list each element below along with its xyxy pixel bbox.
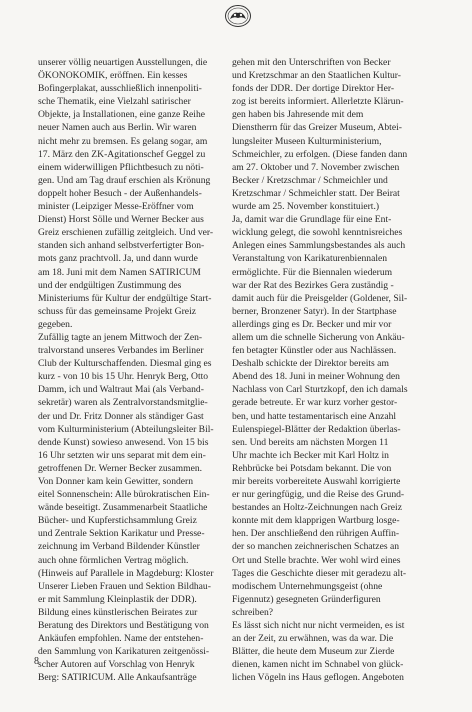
text-line: Ankäufen empfohlen. Name der entstehen- xyxy=(38,633,204,645)
text-line: war der Rat des Bezirkes Gera zuständig - xyxy=(232,279,394,291)
text-line: Kretzschmar / Schmeichler statt. Der Beirat xyxy=(232,187,400,199)
text-line: Veranstaltung von Karikaturenbiennalen xyxy=(232,253,388,265)
text-line: wurde am 25. November konstituiert.) xyxy=(232,201,380,213)
text-line: fen betagter Künstler oder aus Nachlässen. xyxy=(232,345,397,357)
text-line: allerdings ging es Dr. Becker und mir vor xyxy=(232,318,392,330)
text-line: Objekte, ja Installationen, eine ganze Reihe xyxy=(38,109,206,121)
text-line: Ja, damit war die Grundlage für eine Ent- xyxy=(232,214,392,226)
text-line: Schmeichler, zu erfolgen. (Diese fanden dann xyxy=(232,148,408,160)
text-line: und Kretzschmar an den Staatlichen Kultur- xyxy=(232,70,401,82)
text-line: lichen Vögeln ins Haus geflogen. Angeboten xyxy=(232,672,404,684)
text-line: berner, Bronzener Satyr). In der Startphase xyxy=(232,305,397,317)
text-line: einem widerwilligen Pflichtbesuch zu nöti- xyxy=(38,161,204,173)
text-line: Rehbrücke bei Potsdam bekannt. Die von xyxy=(232,462,392,474)
text-line: Bildung eines künstlerischen Beirates zur xyxy=(38,606,198,618)
text-line: und Zentrale Sektion Karikatur und Presse- xyxy=(38,528,205,540)
text-line: scher Autoren auf Vorschlag von Henryk xyxy=(38,659,195,671)
text-line: Anlegen eines Sammlungsbestandes als auch xyxy=(232,240,406,252)
text-line: Club der Kulturschaffenden. Diesmal ging es xyxy=(38,358,212,370)
text-line: unserer völlig neuartigen Ausstellungen, die xyxy=(38,57,208,68)
text-line: Es lässt sich nicht nur nicht vermeiden, es ist xyxy=(232,620,405,632)
text-line: sekretär) waren als Zentralvorstandsmitglie- xyxy=(38,397,208,409)
text-line: mir bereits vorbereitete Auswahl korrigierte xyxy=(232,476,401,487)
text-line: Becker / Kretzschmar / Schmeichler und xyxy=(232,174,388,186)
text-line: schreiben? xyxy=(232,606,274,618)
text-line: er mit Sammlung Kleinplastik der DDR). xyxy=(38,593,197,605)
text-line: Uhr machte ich Becker mit Karl Holtz in xyxy=(232,449,389,461)
text-line: dende Kunst) sowieso anwesend. Von 15 bis xyxy=(38,436,209,448)
text-line: konnte mit dem klapprigen Wartburg losge- xyxy=(232,515,400,527)
text-line: Bücher- und Kupferstichsammlung Greiz xyxy=(38,515,197,527)
text-line: eitel Sonnenschein: Alle bürokratischen Ein- xyxy=(38,489,210,501)
text-line: Abend des 18. Juni in meiner Wohnung den xyxy=(232,371,400,383)
text-line: an der Zeit, zu erwähnen, was da war. Die xyxy=(232,633,394,645)
text-line: nicht mehr zu bremsen. Es gelang sogar, am xyxy=(38,135,208,147)
text-line: Dienstherrn für das Greizer Museum, Abtei- xyxy=(232,122,402,134)
text-line: doppelt hoher Besuch - der Außenhandels- xyxy=(38,187,202,199)
text-line: gen. Und am Tag drauf erschien als Krönung xyxy=(38,174,211,186)
text-line: Zufällig tagte an jenem Mittwoch der Zen- xyxy=(38,331,203,343)
text-line: Blätter, die heute dem Museum zur Zierde xyxy=(232,646,395,658)
right-text-column xyxy=(232,56,416,685)
text-line: 16 Uhr setzten wir uns separat mit dem ein- xyxy=(38,449,206,461)
text-line: 17. März den ZK-Agitationschef Geggel zu xyxy=(38,148,206,160)
text-line: getroffenen Dr. Werner Becker zusammen. xyxy=(38,462,203,474)
text-line: Tages die Geschichte dieser mit geradezu alt- xyxy=(232,567,407,579)
text-line: kurz - von 10 bis 15 Uhr. Henryk Berg, Otto xyxy=(38,371,209,383)
text-line: auch ohne förmlichen Vertrag möglich. xyxy=(38,554,189,566)
text-line: und der endgültigen Zustimmung des xyxy=(38,279,182,291)
text-line: am 18. Juni mit dem Namen SATIRICUM xyxy=(38,266,201,278)
text-line: neuer Namen auch aus Berlin. Wir waren xyxy=(38,122,197,134)
text-line: gehen mit den Unterschriften von Becker xyxy=(232,57,391,68)
text-line: er nur geringfügig, und die Reise des Grund- xyxy=(232,489,405,501)
text-line: am 27. Oktober und 7. November zwischen xyxy=(232,161,400,173)
text-line: Bofingerplakat, ausschließlich innenpoliti- xyxy=(38,83,202,95)
text-line: minister (Leipziger Messe-Eröffner vom xyxy=(38,201,194,213)
text-line: schuss für das gemeinsame Projekt Greiz xyxy=(38,305,196,317)
text-line: vom Kulturministerium (Abteilungsleiter Bil- xyxy=(38,423,214,435)
text-line: mots ganz prachtvoll. Ja, und dann wurde xyxy=(38,253,198,265)
text-line: Unserer Lieben Frauen und Sektion Bildhau- xyxy=(38,580,211,592)
text-line: zeichnung im Verband Bildender Künstler xyxy=(38,541,200,553)
text-line: der und Dr. Fritz Donner als ständiger Gast xyxy=(38,410,204,422)
text-line: bestandes an Holtz-Zeichnungen nach Greiz xyxy=(232,502,402,514)
text-line: allem um die schnelle Sicherung von Ankäu- xyxy=(232,331,405,343)
text-line: damit auch für die Preisgelder (Goldener, Sil- xyxy=(232,292,408,304)
text-line: Dienst) Horst Sölle und Werner Becker aus xyxy=(38,214,204,226)
text-line: modischem Unternehmungsgeist (ohne xyxy=(232,580,383,592)
text-line: ermöglichte. Für die Biennalen wiederum xyxy=(232,266,393,278)
text-line: gerade betreute. Er war kurz vorher gestor- xyxy=(232,397,398,409)
text-line: sen. Und bereits am nächsten Morgen 11 xyxy=(232,436,389,448)
eulenspiegel-emblem-icon xyxy=(224,4,252,28)
text-line: ÖKONOKOMIK, eröffnen. Ein kesses xyxy=(38,70,188,82)
text-line: (Hinweis auf Parallele in Magdeburg: Kloster xyxy=(38,567,214,579)
text-line: lungsleiter Museen Kulturministerium, xyxy=(232,135,382,147)
text-line: gegeben. xyxy=(38,318,73,330)
text-line: Berg: SATIRICUM. Alle Ankaufsanträge xyxy=(38,672,197,684)
text-line: wicklung gelegt, die sowohl kenntnisreiches xyxy=(232,227,403,239)
text-line: Eulenspiegel-Blätter der Redaktion überlas- xyxy=(232,423,401,435)
text-line: Nachlass von Carl Sturtzkopf, den ich damals xyxy=(232,384,408,396)
text-line: ben, und hatte testamentarisch eine Anzahl xyxy=(232,410,397,422)
text-line: standen sich anhand selbstverfertigter Bon- xyxy=(38,240,205,252)
text-line: dienen, kamen nicht im Schnabel von glück- xyxy=(232,659,404,671)
text-line: tralvorstand unseres Verbandes im Berliner xyxy=(38,345,204,357)
text-line: Ort und Stelle brachte. Wer wohl wird eines xyxy=(232,554,401,566)
text-line: Deshalb schickte der Direktor bereits am xyxy=(232,358,389,370)
text-line: gen haben bis Jahresende mit dem xyxy=(232,109,364,121)
text-line: hen. Der anschließend den rührigen Auffin- xyxy=(232,528,400,540)
text-line: wände beseitigt. Zusammenarbeit Staatliche xyxy=(38,502,208,514)
text-line: Figennutz) gesegneten Gründerfiguren xyxy=(232,593,381,605)
text-line: Beratung des Direktors und Bestätigung von xyxy=(38,620,209,632)
text-line: sche Thematik, eine Vielzahl satirischer xyxy=(38,96,191,108)
text-line: den Sammlung von Karikaturen zeitgenössi- xyxy=(38,646,210,658)
text-line: Damm, ich und Waltraut Mai (als Verband- xyxy=(38,384,204,396)
page-number: 8 xyxy=(34,656,39,667)
left-text-column xyxy=(38,56,222,685)
text-line: der so manchen zeichnerischen Schatzes an xyxy=(232,541,400,553)
text-line: Ministeriums für Kultur der endgültige Start- xyxy=(38,292,212,304)
text-line: Greiz erschienen zufällig zeitgleich. Und ver- xyxy=(38,227,214,239)
text-line: Von Donner kam kein Gewitter, sondern xyxy=(38,476,194,487)
text-line: zog ist bereits informiert. Allerletzte Klärun- xyxy=(232,96,404,108)
text-line: fonds der DDR. Der dortige Direktor Her- xyxy=(232,83,395,95)
